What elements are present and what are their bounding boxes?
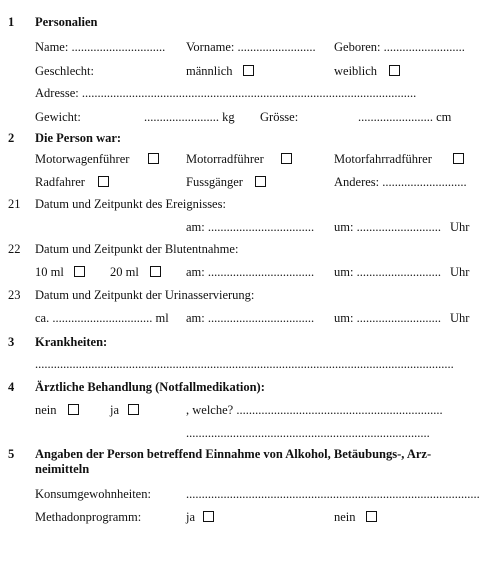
behandlung-nein-checkbox[interactable] <box>68 404 79 415</box>
ereignis-time-field[interactable]: um: ........................... <box>334 220 441 234</box>
fussgaenger-checkbox[interactable] <box>255 176 266 187</box>
vorname-field[interactable]: Vorname: ......................... <box>186 40 316 54</box>
geschlecht-label: Geschlecht: <box>35 64 95 78</box>
section-2-title: Die Person war: <box>35 131 122 145</box>
konsumgewohnheiten-label: Konsumgewohnheiten: <box>35 487 151 501</box>
methadon-nein-checkbox[interactable] <box>366 511 377 522</box>
groesse-label: Grösse: <box>260 110 299 124</box>
gewicht-label: Gewicht: <box>35 110 81 124</box>
section-3-number: 3 <box>8 335 15 349</box>
ml20-label: 20 ml <box>110 265 139 279</box>
section-23-title: Datum und Zeitpunkt der Urinasservierung: <box>35 288 255 302</box>
section-21-number: 21 <box>8 197 21 211</box>
behandlung-ja-checkbox[interactable] <box>128 404 139 415</box>
methadon-ja-checkbox[interactable] <box>203 511 214 522</box>
maennlich-label: männlich <box>186 64 233 78</box>
groesse-field[interactable]: ........................ cm <box>358 110 452 124</box>
anderes-field[interactable]: Anderes: ........................... <box>334 175 467 189</box>
methadon-ja-label: ja <box>186 510 196 524</box>
konsumgewohnheiten-field[interactable]: .............................................................................................. <box>186 487 480 501</box>
behandlung-ja-label: ja <box>110 403 120 417</box>
section-1-number: 1 <box>8 15 15 29</box>
ml10-label: 10 ml <box>35 265 64 279</box>
ml10-checkbox[interactable] <box>74 266 85 277</box>
gewicht-field[interactable]: ........................ kg <box>144 110 235 124</box>
section-3-title: Krankheiten: <box>35 335 108 349</box>
ereignis-date-field[interactable]: am: .................................. <box>186 220 315 234</box>
blutentnahme-time-field[interactable]: um: ........................... <box>334 265 441 279</box>
section-5-title-line1: Angaben der Person betreffend Einnahme von Alkohol, Betäubungs-, Arz- <box>35 447 432 461</box>
welche-field-line2[interactable]: .............................................................................. <box>186 426 430 440</box>
section-1-title: Personalien <box>35 15 98 29</box>
geboren-field[interactable]: Geboren: .......................... <box>334 40 465 54</box>
blutentnahme-uhr-label: Uhr <box>450 265 470 279</box>
motorwagenfuehrer-checkbox[interactable] <box>148 153 159 164</box>
krankheiten-field[interactable]: ...................................................................................................................................... <box>35 357 454 371</box>
adresse-field[interactable]: Adresse: ........................................................................................................... <box>35 86 417 100</box>
fussgaenger-label: Fussgänger <box>186 175 243 189</box>
ml20-checkbox[interactable] <box>150 266 161 277</box>
radfahrer-label: Radfahrer <box>35 175 85 189</box>
section-5-number: 5 <box>8 447 15 461</box>
section-4-number: 4 <box>8 380 15 394</box>
radfahrer-checkbox[interactable] <box>98 176 109 187</box>
urin-date-field[interactable]: am: .................................. <box>186 311 315 325</box>
ereignis-uhr-label: Uhr <box>450 220 470 234</box>
section-22-number: 22 <box>8 242 21 256</box>
section-2-number: 2 <box>8 131 15 145</box>
weiblich-checkbox[interactable] <box>389 65 400 76</box>
weiblich-label: weiblich <box>334 64 378 78</box>
methadon-nein-label: nein <box>334 510 356 524</box>
section-21-title: Datum und Zeitpunkt des Ereignisses: <box>35 197 226 211</box>
blutentnahme-date-field[interactable]: am: .................................. <box>186 265 315 279</box>
methadonprogramm-label: Methadonprogramm: <box>35 510 142 524</box>
motorfahrradfuehrer-label: Motorfahrradführer <box>334 152 432 166</box>
motorfahrradfuehrer-checkbox[interactable] <box>453 153 464 164</box>
urin-uhr-label: Uhr <box>450 311 470 325</box>
behandlung-nein-label: nein <box>35 403 57 417</box>
section-22-title: Datum und Zeitpunkt der Blutentnahme: <box>35 242 239 256</box>
welche-field[interactable]: , welche? .................................................................. <box>186 403 443 417</box>
section-4-title: Ärztliche Behandlung (Notfallmedikation): <box>35 380 265 394</box>
urin-time-field[interactable]: um: ........................... <box>334 311 441 325</box>
section-5-title-line2: neimitteln <box>35 462 90 476</box>
urin-amount-field[interactable]: ca. ................................ ml <box>35 311 169 325</box>
motorradfuehrer-checkbox[interactable] <box>281 153 292 164</box>
motorwagenfuehrer-label: Motorwagenführer <box>35 152 130 166</box>
maennlich-checkbox[interactable] <box>243 65 254 76</box>
section-23-number: 23 <box>8 288 21 302</box>
motorradfuehrer-label: Motorradführer <box>186 152 264 166</box>
name-field[interactable]: Name: .............................. <box>35 40 166 54</box>
